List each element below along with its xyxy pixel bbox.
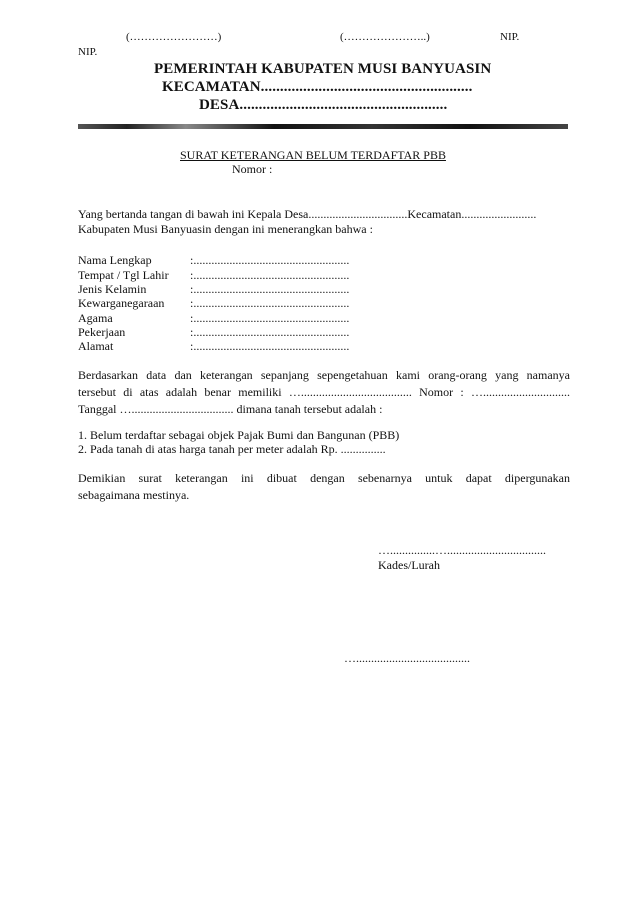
intro-line-2: Kabupaten Musi Banyuasin dengan ini menerangkan bahwa : xyxy=(78,222,373,236)
field-alamat xyxy=(78,339,349,354)
letterhead-kecamatan: KECAMATAN....................................................... xyxy=(162,79,473,95)
field-label: Jenis Kelamin xyxy=(78,282,147,296)
letterhead-government: PEMERINTAH KABUPATEN MUSI BANYUASIN xyxy=(154,61,492,77)
intro-line-1: Yang bertanda tangan di bawah ini Kepala Desa.................................Kecamatan......................... xyxy=(78,207,537,221)
field-value: :.................................................... xyxy=(190,268,350,282)
point-1: 1. Belum terdaftar sebagai objek Pajak Bumi dan Bangunan (PBB) xyxy=(78,428,400,442)
closing-line-1: Demikian surat keterangan ini dibuat dengan sebenarnya untuk dapat dipergunakan xyxy=(78,471,570,485)
top-nip-left: NIP. xyxy=(78,46,98,58)
field-label: Nama Lengkap xyxy=(78,253,152,267)
field-label: Kewarganegaraan xyxy=(78,296,165,310)
statement-line-3: Tanggal ….................................. dimana tanah tersebut adalah : xyxy=(78,402,383,416)
field-value: :.................................................... xyxy=(190,253,350,267)
document-number: Nomor : xyxy=(232,162,273,176)
statement-paragraph xyxy=(78,367,570,418)
top-signature-left: (……………………) xyxy=(126,31,222,43)
closing-line-2: sebagaimana mestinya. xyxy=(78,488,190,502)
field-label: Agama xyxy=(78,311,113,325)
signature-name: …...................................... xyxy=(344,651,470,665)
letterhead-divider xyxy=(78,124,568,129)
field-agama xyxy=(78,311,349,326)
field-label: Pekerjaan xyxy=(78,325,126,339)
point-2: 2. Pada tanah di atas harga tanah per meter adalah Rp. ............... xyxy=(78,442,386,456)
field-label: Alamat xyxy=(78,339,114,353)
statement-line-1: Berdasarkan data dan keterangan sepanjang sepengetahuan kami orang-orang yang namanya xyxy=(78,368,570,382)
field-jenis-kelamin xyxy=(78,282,349,297)
closing-paragraph xyxy=(78,470,570,504)
document-title: SURAT KETERANGAN BELUM TERDAFTAR PBB xyxy=(180,148,446,162)
top-nip-right: NIP. xyxy=(500,31,520,43)
signature-place-date: …...............…................................. xyxy=(378,543,546,557)
field-value: :.................................................... xyxy=(190,325,350,339)
field-nama-lengkap xyxy=(78,253,349,268)
field-tempat-tgl-lahir xyxy=(78,268,349,283)
field-label: Tempat / Tgl Lahir xyxy=(78,268,169,282)
statement-line-2: tersebut di atas adalah benar memiliki …..................................... Nomor : …............................. xyxy=(78,385,570,399)
top-signature-middle: (…………………..) xyxy=(340,31,430,43)
field-value: :.................................................... xyxy=(190,339,350,353)
field-pekerjaan xyxy=(78,325,349,340)
signature-role: Kades/Lurah xyxy=(378,558,440,572)
field-value: :.................................................... xyxy=(190,282,350,296)
field-value: :.................................................... xyxy=(190,296,350,310)
field-kewarganegaraan xyxy=(78,296,349,311)
field-value: :.................................................... xyxy=(190,311,350,325)
letterhead-desa: DESA...................................................... xyxy=(199,97,448,113)
